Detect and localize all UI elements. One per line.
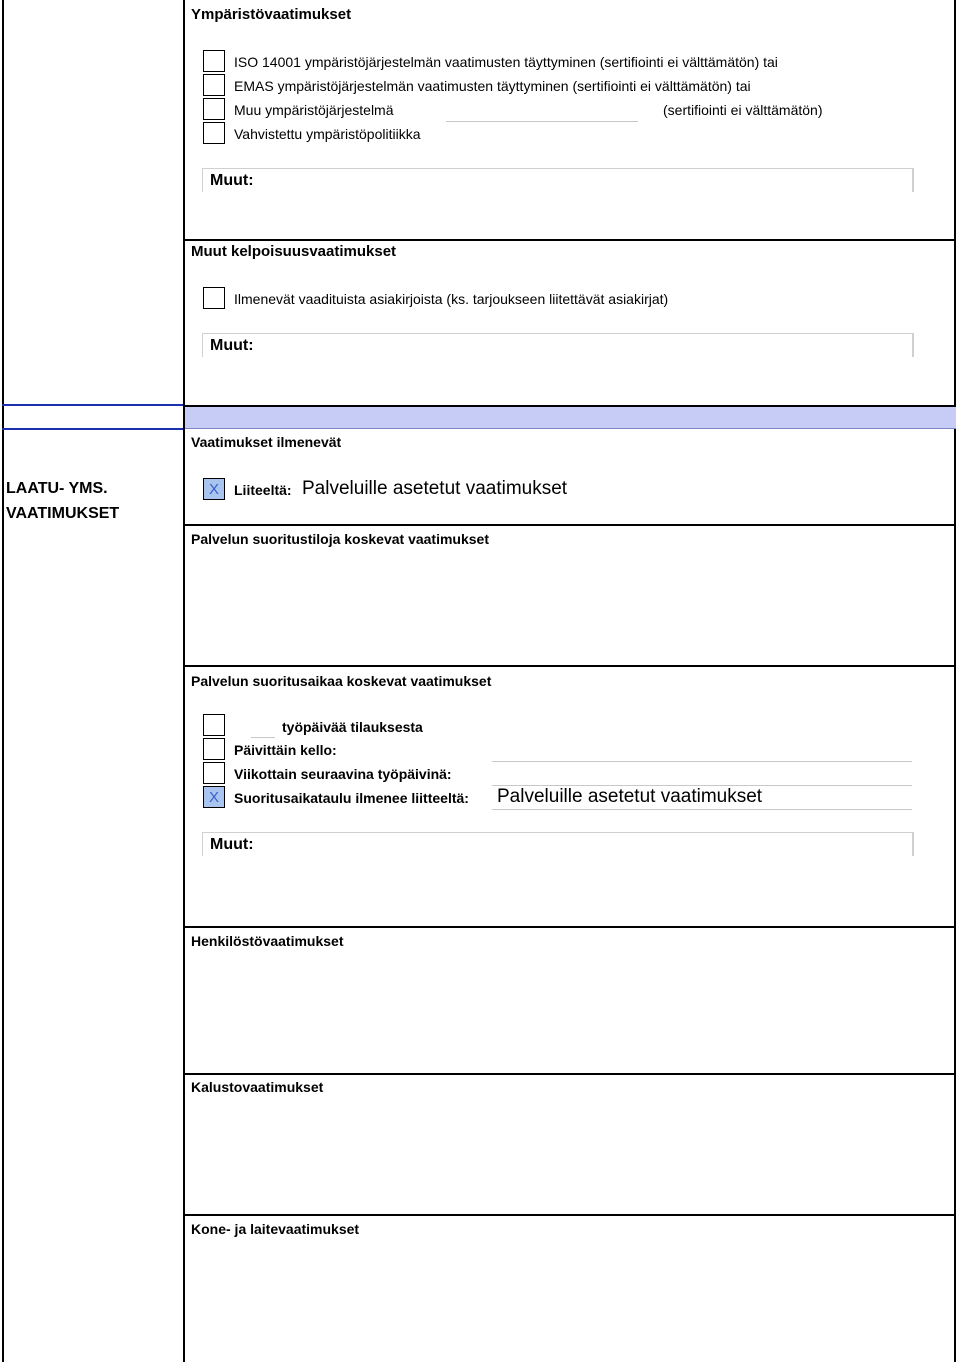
iso14001-checkbox[interactable] [203, 50, 225, 72]
divider-premises [183, 665, 956, 667]
timing-other-label: Muut: [210, 836, 254, 853]
quality-section-label-2: VAATIMUKSET [6, 505, 120, 522]
divider-quality [183, 524, 956, 526]
check-mark: X [208, 481, 219, 498]
staff-heading: Henkilöstövaatimukset [191, 933, 344, 949]
environmental-other-field[interactable] [202, 168, 914, 192]
daily-input[interactable] [492, 761, 912, 762]
attachment-label: Liiteeltä: [234, 482, 292, 498]
schedule-value: Palveluille asetetut vaatimukset [497, 786, 763, 807]
section-band-left-bottom [2, 428, 183, 430]
attachment-value: Palveluille asetetut vaatimukset [302, 478, 568, 499]
other-system-suffix: (sertifiointi ei välttämätön) [663, 102, 823, 118]
machines-heading: Kone- ja laitevaatimukset [191, 1221, 360, 1237]
timing-heading: Palvelun suoritusaikaa koskevat vaatimukset [191, 673, 492, 689]
environmental-heading: Ympäristövaatimukset [191, 6, 352, 23]
divider-staff [183, 1073, 956, 1075]
divider-environmental [183, 239, 956, 241]
other-requirements-heading: Muut kelpoisuusvaatimukset [191, 243, 397, 260]
other-system-checkbox[interactable] [203, 98, 225, 120]
column-divider [183, 0, 185, 1362]
environmental-other-label: Muut: [210, 172, 254, 189]
right-border [954, 0, 956, 1362]
other-system-label: Muu ympäristöjärjestelmä [234, 102, 394, 118]
check-mark: X [208, 789, 219, 806]
left-border [2, 0, 4, 1362]
documents-checkbox[interactable] [203, 287, 225, 309]
documents-label: Ilmenevät vaadituista asiakirjoista (ks. tarjoukseen liitettävät asiakirjat) [234, 291, 669, 307]
section-band-left [2, 404, 183, 406]
iso14001-label: ISO 14001 ympäristöjärjestelmän vaatimusten täyttyminen (sertifiointi ei välttämätön) tai [234, 54, 778, 70]
quality-section-label-1: LAATU- YMS. [6, 480, 108, 497]
timing-other-field[interactable] [202, 832, 914, 856]
emas-checkbox[interactable] [203, 74, 225, 96]
daily-checkbox[interactable] [203, 738, 225, 760]
attachment-checkbox[interactable] [203, 478, 225, 500]
other-requirements-other-label: Muut: [210, 337, 254, 354]
schedule-input[interactable] [492, 809, 912, 810]
requirements-appear-label: Vaatimukset ilmenevät [191, 434, 342, 450]
workdays-input[interactable] [251, 737, 275, 738]
workdays-label: työpäivää tilauksesta [282, 719, 423, 735]
env-policy-label: Vahvistettu ympäristöpolitiikka [234, 126, 421, 142]
other-system-input[interactable] [446, 121, 638, 122]
emas-label: EMAS ympäristöjärjestelmän vaatimusten täyttyminen (sertifiointi ei välttämätön) tai [234, 78, 751, 94]
divider-equipment [183, 1214, 956, 1216]
daily-label: Päivittäin kello: [234, 742, 337, 758]
env-policy-checkbox[interactable] [203, 122, 225, 144]
workdays-checkbox[interactable] [203, 714, 225, 736]
schedule-checkbox[interactable] [203, 786, 225, 808]
other-requirements-other-field[interactable] [202, 333, 914, 357]
divider-timing [183, 926, 956, 928]
section-band [185, 405, 956, 429]
weekly-checkbox[interactable] [203, 762, 225, 784]
weekly-label: Viikottain seuraavina työpäivinä: [234, 766, 452, 782]
premises-heading: Palvelun suoritustiloja koskevat vaatimukset [191, 531, 490, 547]
equipment-heading: Kalustovaatimukset [191, 1079, 324, 1095]
schedule-label: Suoritusaikataulu ilmenee liitteeltä: [234, 790, 469, 806]
